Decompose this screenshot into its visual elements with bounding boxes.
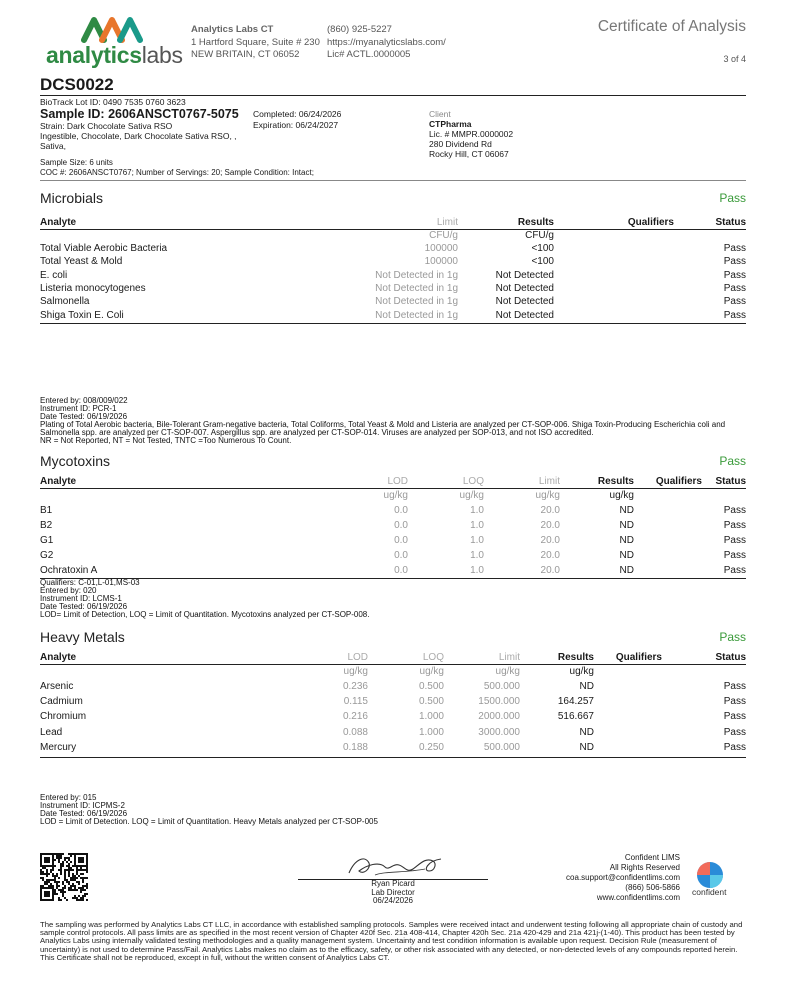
note-line: Instrument ID: PCR-1 xyxy=(40,404,117,413)
col-status: Status xyxy=(674,216,746,229)
sample-dates xyxy=(253,109,341,130)
unit-blank xyxy=(674,229,746,242)
table-row xyxy=(40,255,746,268)
qualifier-cell xyxy=(554,242,674,255)
analytics-labs-logo-mark xyxy=(80,14,144,44)
qualifier-cell xyxy=(594,709,662,724)
limit-cell: 2000.000 xyxy=(478,711,520,723)
analyte-cell: B2 xyxy=(40,520,53,532)
sample-size-block xyxy=(40,158,314,177)
table-row xyxy=(40,518,746,533)
client-address-2: Rocky Hill, CT 06067 xyxy=(429,149,509,159)
unit-blank xyxy=(594,664,662,679)
unit-blank xyxy=(40,229,290,242)
table-row xyxy=(40,725,746,740)
status-cell: Pass xyxy=(723,696,746,708)
note-line: Entered by: 020 xyxy=(40,586,97,595)
result-cell: Not Detected xyxy=(495,296,554,308)
status-cell: Pass xyxy=(723,243,746,255)
qualifier-cell xyxy=(554,282,674,295)
table-row xyxy=(40,548,746,563)
note-line: Entered by: 015 xyxy=(40,793,97,802)
status-cell: Pass xyxy=(723,505,746,517)
analyte-cell: Chromium xyxy=(40,711,87,723)
status-cell: Pass xyxy=(723,269,746,281)
client-block xyxy=(429,109,513,159)
analyte-cell: Mercury xyxy=(40,741,77,753)
qualifier-cell xyxy=(554,308,674,321)
sample-size: Sample Size: 6 units xyxy=(40,158,113,167)
unit-blank xyxy=(662,664,746,679)
qualifier-cell xyxy=(594,740,662,755)
unit-row xyxy=(40,229,746,242)
table-row xyxy=(40,694,746,709)
lod-cell: 0.188 xyxy=(342,741,368,753)
result-cell: ND xyxy=(619,550,634,562)
completed-date: Completed: 06/24/2026 xyxy=(253,109,342,119)
qualifier-cell xyxy=(554,269,674,282)
microbials-title: Microbials xyxy=(40,190,104,206)
result-cell: Not Detected xyxy=(495,269,554,281)
loq-cell: 1.0 xyxy=(470,535,484,547)
heavy-metals-status: Pass xyxy=(719,630,746,644)
signature-block xyxy=(298,880,488,906)
qr-code-icon[interactable] xyxy=(40,853,88,901)
table-row xyxy=(40,533,746,548)
unit-results: ug/kg xyxy=(609,490,634,502)
confident-logo-text: confident xyxy=(692,887,727,897)
analytics-labs-logo-text: analyticslabs xyxy=(46,42,183,68)
lab-website-link[interactable]: https://myanalyticslabs.com/ xyxy=(327,36,446,48)
unit-limit: ug/kg xyxy=(495,666,520,678)
analyte-cell: Total Viable Aerobic Bacteria xyxy=(40,243,168,255)
limit-cell: Not Detected in 1g xyxy=(375,283,458,295)
analyte-cell: Arsenic xyxy=(40,681,74,693)
qualifier-cell xyxy=(554,295,674,308)
status-cell: Pass xyxy=(723,309,746,321)
signer-name: Ryan Picard xyxy=(371,879,415,888)
limit-cell: 20.0 xyxy=(540,520,560,532)
unit-row xyxy=(40,664,746,679)
note-line: LOD= Limit of Detection, LOQ = Limit of Quantitation. Mycotoxins analyzed per CT-SOP-008. xyxy=(40,610,370,619)
analyte-cell: Shiga Toxin E. Coli xyxy=(40,309,124,321)
loq-cell: 0.500 xyxy=(418,696,444,708)
unit-results: ug/kg xyxy=(569,666,594,678)
lod-cell: 0.0 xyxy=(394,520,408,532)
lims-info xyxy=(566,853,680,903)
limit-cell: Not Detected in 1g xyxy=(375,269,458,281)
status-cell: Pass xyxy=(723,520,746,532)
signer-title: Lab Director xyxy=(371,887,415,897)
loq-cell: 1.0 xyxy=(470,550,484,562)
table-row xyxy=(40,709,746,724)
limit-cell: 20.0 xyxy=(540,505,560,517)
loq-cell: 1.000 xyxy=(418,726,444,738)
sample-details xyxy=(40,97,260,151)
client-label: Client xyxy=(429,109,451,119)
lab-address-2: NEW BRITAIN, CT 06052 xyxy=(191,49,300,60)
mycotoxins-notes xyxy=(40,579,369,619)
col-qualifiers: Qualifiers xyxy=(634,475,702,488)
lab-address-1: 1 Hartford Square, Suite # 230 xyxy=(191,36,320,48)
strain: Strain: Dark Chocolate Sativa RSO xyxy=(40,121,173,131)
mycotoxins-title: Mycotoxins xyxy=(40,453,111,469)
limit-cell: 500.000 xyxy=(483,741,520,753)
status-cell: Pass xyxy=(723,711,746,723)
unit-blank xyxy=(702,488,746,503)
note-line: LOD = Limit of Detection. LOQ = Limit of Quantitation. Heavy Metals analyzed per CT-SOP-005 xyxy=(40,817,378,826)
limit-cell: Not Detected in 1g xyxy=(375,309,458,321)
result-cell: ND xyxy=(579,681,594,693)
unit-blank xyxy=(40,488,290,503)
table-row xyxy=(40,295,746,308)
analyte-cell: Lead xyxy=(40,726,63,738)
table-row xyxy=(40,269,746,282)
client-name: CTPharma xyxy=(429,119,472,129)
sample-divider xyxy=(40,180,746,181)
unit-blank xyxy=(40,664,290,679)
result-cell: Not Detected xyxy=(495,309,554,321)
qualifier-cell xyxy=(634,533,702,548)
qualifier-cell xyxy=(634,518,702,533)
limit-cell: 100000 xyxy=(424,256,458,268)
col-loq: LOQ xyxy=(408,475,484,488)
limit-cell: 20.0 xyxy=(540,565,560,577)
limit-cell: Not Detected in 1g xyxy=(375,296,458,308)
lab-info xyxy=(191,24,320,62)
status-cell: Pass xyxy=(723,296,746,308)
analyte-cell: Total Yeast & Mold xyxy=(40,256,123,268)
table-row xyxy=(40,740,746,755)
col-loq: LOQ xyxy=(368,651,444,664)
mycotoxins-status: Pass xyxy=(719,454,746,468)
unit-limit: ug/kg xyxy=(535,490,560,502)
status-cell: Pass xyxy=(723,283,746,295)
lod-cell: 0.0 xyxy=(394,550,408,562)
limit-cell: 3000.000 xyxy=(478,726,520,738)
category-2: Sativa, xyxy=(40,141,66,151)
confident-logo-icon xyxy=(697,862,723,888)
result-cell: 516.667 xyxy=(557,711,594,723)
note-line: Date Tested: 06/19/2026 xyxy=(40,809,128,818)
mycotoxins-table xyxy=(40,475,746,578)
qualifier-cell xyxy=(634,548,702,563)
analyte-cell: E. coli xyxy=(40,269,68,281)
qualifier-cell xyxy=(594,694,662,709)
signature-image xyxy=(345,853,445,879)
loq-cell: 1.0 xyxy=(470,520,484,532)
header-divider xyxy=(40,95,746,96)
lod-cell: 0.0 xyxy=(394,565,408,577)
client-address-1: 280 Dividend Rd xyxy=(429,139,492,149)
result-cell: ND xyxy=(619,520,634,532)
limit-cell: 20.0 xyxy=(540,550,560,562)
col-status: Status xyxy=(702,475,746,488)
status-cell: Pass xyxy=(723,256,746,268)
unit-lod: ug/kg xyxy=(383,490,408,502)
result-cell: Not Detected xyxy=(495,283,554,295)
heavy-metals-table xyxy=(40,651,746,755)
col-limit: Limit xyxy=(484,475,560,488)
microbials-table-end xyxy=(40,323,746,324)
note-line: Entered by: 008/009/022 xyxy=(40,396,128,405)
table-row xyxy=(40,503,746,518)
col-limit: Limit xyxy=(290,216,458,229)
result-cell: ND xyxy=(619,505,634,517)
status-cell: Pass xyxy=(723,550,746,562)
unit-lod: ug/kg xyxy=(343,666,368,678)
result-cell: <100 xyxy=(531,256,554,268)
unit-results: CFU/g xyxy=(525,230,554,242)
lims-phone: (866) 506-5866 xyxy=(625,883,680,892)
lod-cell: 0.0 xyxy=(394,535,408,547)
analyte-cell: Ochratoxin A xyxy=(40,565,98,577)
client-license: Lic. # MMPR.0000002 xyxy=(429,129,514,139)
note-line: Date Tested: 06/19/2026 xyxy=(40,602,128,611)
microbials-notes xyxy=(40,397,750,445)
sample-id: Sample ID: 2606ANSCT0767-5075 xyxy=(40,107,239,121)
microbials-status: Pass xyxy=(719,191,746,205)
loq-cell: 0.500 xyxy=(418,681,444,693)
coc-info: COC #: 2606ANSCT0767; Number of Servings: 20; Sample Condition: Intact; xyxy=(40,167,314,177)
note-line: Instrument ID: ICPMS-2 xyxy=(40,801,125,810)
result-cell: <100 xyxy=(531,243,554,255)
analyte-cell: G1 xyxy=(40,535,54,547)
heavy-metals-notes xyxy=(40,794,378,826)
table-row xyxy=(40,679,746,694)
table-row xyxy=(40,242,746,255)
col-limit: Limit xyxy=(444,651,520,664)
col-status: Status xyxy=(662,651,746,664)
disclaimer: The sampling was performed by Analytics Labs CT LLC, in accordance with established sampling protocols. Samples were received intact and underwent testing following all appropriate chain of custody and sample control protocols. All pass limits are as specified in the most recent version of Chapter 420f Sec. 21a 408-414, Chapter 420h Sec. 21a 420-429 and 21a 421j-(1-40). This product has been tested by Analytics Labs using internally validated testing methodologies and a quality management system. Uncertainty and test condition information is available upon request. Decision Rule (measurement of uncertainty) is not used to determine Pass/Fail. Analytics Labs makes no claim as to the efficacy, safety, or other risk associated with any detected, or non-detected levels of any compounds reported herein. This Certificate shall not be reproduced, except in full, without the written consent of Analytics Labs CT. xyxy=(40,920,743,962)
note-line: Instrument ID: LCMS-1 xyxy=(40,594,122,603)
document-title: Certificate of Analysis xyxy=(597,18,746,35)
result-cell: ND xyxy=(619,565,634,577)
unit-row xyxy=(40,488,746,503)
lab-name: Analytics Labs CT xyxy=(191,24,274,35)
analyte-cell: Listeria monocytogenes xyxy=(40,283,146,295)
microbials-table xyxy=(40,216,746,322)
result-cell: 164.257 xyxy=(557,696,594,708)
heavy-metals-title: Heavy Metals xyxy=(40,629,125,645)
lod-cell: 0.236 xyxy=(342,681,368,693)
page-number: 3 of 4 xyxy=(723,54,746,64)
analyte-cell: Salmonella xyxy=(40,296,90,308)
note-line: Qualifiers: C-01,L-01,MS-03 xyxy=(40,578,140,587)
signed-date: 06/24/2026 xyxy=(372,896,414,906)
lims-website-link[interactable]: www.confidentlims.com xyxy=(596,893,680,902)
limit-cell: 100000 xyxy=(424,243,458,255)
col-lod: LOD xyxy=(290,475,408,488)
status-cell: Pass xyxy=(723,565,746,577)
lims-name: Confident LIMS xyxy=(624,853,680,862)
qualifier-cell xyxy=(634,503,702,518)
qualifier-cell xyxy=(554,255,674,268)
qualifier-cell xyxy=(594,725,662,740)
table-row xyxy=(40,282,746,295)
biotrack-lot-id: BioTrack Lot ID: 0490 7535 0760 3623 xyxy=(40,97,186,107)
col-qualifiers: Qualifiers xyxy=(554,216,674,229)
result-cell: ND xyxy=(579,741,594,753)
lod-cell: 0.0 xyxy=(394,505,408,517)
limit-cell: 1500.000 xyxy=(478,696,520,708)
col-results: Results xyxy=(458,216,554,229)
unit-loq: ug/kg xyxy=(419,666,444,678)
unit-loq: ug/kg xyxy=(459,490,484,502)
status-cell: Pass xyxy=(723,726,746,738)
unit-blank xyxy=(554,229,674,242)
expiration-date: Expiration: 06/24/2027 xyxy=(253,119,339,130)
analyte-cell: Cadmium xyxy=(40,696,83,708)
note-line: Date Tested: 06/19/2026 xyxy=(40,412,128,421)
table-row xyxy=(40,308,746,321)
limit-cell: 20.0 xyxy=(540,535,560,547)
unit-blank xyxy=(634,488,702,503)
lod-cell: 0.115 xyxy=(343,696,368,708)
status-cell: Pass xyxy=(723,741,746,753)
col-results: Results xyxy=(560,475,634,488)
lab-phone: (860) 925-5227 xyxy=(327,24,392,35)
lab-contact xyxy=(327,24,446,62)
status-cell: Pass xyxy=(723,681,746,693)
limit-cell: 500.000 xyxy=(483,681,520,693)
col-analyte: Analyte xyxy=(40,651,290,664)
category: Ingestible, Chocolate, Dark Chocolate Sativa RSO, , xyxy=(40,131,237,141)
unit-limit: CFU/g xyxy=(429,230,458,242)
result-cell: ND xyxy=(619,535,634,547)
heavy-metals-table-end xyxy=(40,757,746,758)
analyte-cell: G2 xyxy=(40,550,54,562)
loq-cell: 1.000 xyxy=(418,711,444,723)
lab-license: Lic# ACTL.0000005 xyxy=(327,49,411,60)
table-row xyxy=(40,563,746,578)
col-results: Results xyxy=(520,651,594,664)
qualifier-cell xyxy=(594,679,662,694)
note-line: Plating of Total Aerobic bacteria, Bile-Tolerant Gram-negative bacteria, Total Coliforms, Total Yeast & Mold and Listeria are analyzed per CT-SOP-006. Shiga Toxin-Producing Escherichia coli and Salmonella spp. are analyzed per CT-SOP-007. Aspergillus spp. are analyzed per CT-SOP-014. Viruses are analyzed per SOP-013, and not ISO accredited. xyxy=(40,420,726,437)
col-lod: LOD xyxy=(290,651,368,664)
col-qualifiers: Qualifiers xyxy=(594,651,662,664)
lims-email-link[interactable]: coa.support@confidentlims.com xyxy=(566,873,680,882)
lims-rights: All Rights Reserved xyxy=(609,863,680,872)
lod-cell: 0.088 xyxy=(342,726,368,738)
loq-cell: 1.0 xyxy=(470,505,484,517)
qualifier-cell xyxy=(634,563,702,578)
col-analyte: Analyte xyxy=(40,475,290,488)
col-analyte: Analyte xyxy=(40,216,290,229)
analyte-cell: B1 xyxy=(40,505,53,517)
status-cell: Pass xyxy=(723,535,746,547)
note-line: NR = Not Reported, NT = Not Tested, TNTC =Too Numerous To Count. xyxy=(40,436,292,445)
loq-cell: 1.0 xyxy=(470,565,484,577)
lod-cell: 0.216 xyxy=(342,711,368,723)
loq-cell: 0.250 xyxy=(418,741,444,753)
sample-code: DCS0022 xyxy=(40,75,114,94)
result-cell: ND xyxy=(579,726,594,738)
